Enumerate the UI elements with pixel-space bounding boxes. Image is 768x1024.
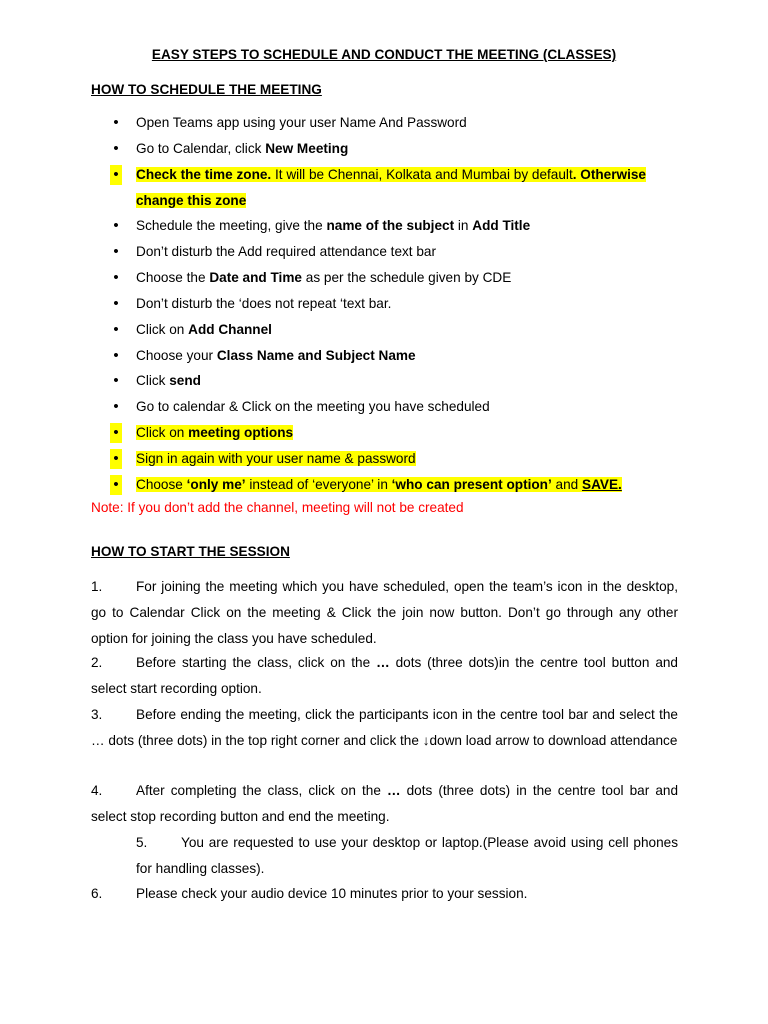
text-run: Before starting the class, click on the [136, 655, 377, 670]
list-item-content [136, 141, 348, 156]
list-item-text [136, 110, 681, 136]
numbered-paragraph [91, 778, 678, 830]
text-run: meeting options [188, 425, 294, 441]
text-run: Click on [136, 425, 189, 441]
list-item-text [136, 162, 681, 214]
text-run: It will be Chennai, Kolkata and Mumbai by default [271, 166, 573, 182]
list-item-content [136, 348, 416, 363]
paragraph-number: 5. [136, 835, 148, 850]
paragraph-number: 2. [91, 655, 103, 670]
bullet-icon: • [110, 423, 122, 443]
numbered-paragraph [91, 650, 678, 702]
channel-note: Note: If you don’t add the channel, meeting will not be created [91, 500, 464, 515]
text-run: Class Name and Subject Name [216, 347, 416, 363]
schedule-heading: HOW TO SCHEDULE THE MEETING [91, 82, 322, 97]
text-run: in [454, 218, 473, 234]
bullet-icon: • [113, 294, 119, 312]
text-run: Add Channel [188, 321, 272, 337]
text-run: dots (three dots)in the centre tool button and select start recording option. [91, 655, 678, 696]
schedule-steps-list [0, 113, 768, 501]
list-item-text [136, 291, 681, 317]
text-run: Don’t disturb the Add required attendance text bar [136, 244, 437, 260]
numbered-paragraph [91, 574, 678, 651]
bullet-icon: • [113, 217, 119, 235]
list-item-content [136, 477, 622, 492]
bullet-icon: • [110, 475, 122, 495]
text-run: Please check your audio device 10 minutes prior to your session. [136, 886, 528, 901]
text-run: You are requested to use your desktop or laptop.(Please avoid using cell phones for handling classes). [136, 835, 678, 876]
bullet-icon: • [113, 269, 119, 287]
text-run: Check the time zone. [136, 166, 272, 182]
text-run: instead of ‘everyone’ in [245, 476, 392, 492]
document-title: EASY STEPS TO SCHEDULE AND CONDUCT THE MEETING (CLASSES) [151, 47, 617, 62]
list-item-content [136, 322, 272, 337]
list-item-content [136, 270, 511, 285]
text-run: ‘who can present option’ [391, 476, 552, 492]
text-run: . Otherwise change this zone [136, 166, 646, 208]
text-run: … [386, 783, 401, 798]
paragraph-number: 1. [91, 579, 103, 594]
bullet-icon: • [113, 139, 119, 157]
list-item-text [136, 472, 681, 498]
paragraph-number: 3. [91, 707, 103, 722]
text-run: Add Title [472, 218, 531, 234]
bullet-icon: • [113, 243, 119, 261]
text-run: … [376, 655, 390, 670]
text-run: Choose the [136, 270, 210, 286]
text-run: and [551, 476, 583, 492]
text-run: New Meeting [265, 140, 349, 156]
numbered-paragraph [136, 830, 678, 882]
list-item-text [136, 317, 681, 343]
list-item-content [136, 167, 646, 208]
list-item-text [136, 343, 681, 369]
list-item-content [136, 244, 436, 259]
text-run: as per the schedule given by CDE [301, 270, 512, 286]
session-heading: HOW TO START THE SESSION [91, 544, 290, 559]
text-run: Date and Time [209, 270, 302, 286]
list-item-content [136, 115, 467, 130]
text-run: Sign in again with your user name & password [136, 450, 416, 466]
text-run: Choose your [136, 347, 217, 363]
list-item-content [136, 399, 490, 414]
text-run: ‘only me’ [186, 476, 246, 492]
list-item-content [136, 296, 391, 311]
numbered-paragraph [91, 881, 678, 907]
list-item-content [136, 425, 293, 440]
list-item-content [136, 218, 530, 233]
text-run: Go to Calendar, click [136, 140, 266, 156]
list-item-text [136, 446, 681, 472]
text-run: SAVE. [582, 476, 622, 492]
text-run: Schedule the meeting, give the [136, 218, 327, 234]
bullet-icon: • [113, 346, 119, 364]
text-run: Choose [136, 476, 187, 492]
text-run: After completing the class, click on the [136, 783, 387, 798]
bullet-icon: • [110, 449, 122, 469]
text-run: Before ending the meeting, click the participants icon in the centre tool bar and select the … dots (three dots) in the top right corner and click the ↓down load arrow to download attendance [91, 707, 678, 748]
list-item-text [136, 420, 681, 446]
list-item-text [136, 136, 681, 162]
bullet-icon: • [110, 165, 122, 185]
list-item-text [136, 368, 681, 394]
list-item-text [136, 265, 681, 291]
bullet-icon: • [113, 320, 119, 338]
list-item-content [136, 451, 416, 466]
text-run: Go to calendar & Click on the meeting you have scheduled [136, 399, 490, 415]
list-item-text [136, 213, 681, 239]
text-run: dots (three dots) in the centre tool bar and select stop recording button and end the meeting. [91, 783, 678, 824]
bullet-icon: • [113, 114, 119, 131]
list-item-text [136, 239, 681, 265]
text-run: Don’t disturb the ‘does not repeat ‘text bar. [136, 295, 392, 311]
numbered-paragraph [91, 702, 678, 754]
list-item [0, 475, 768, 501]
list-item-text [136, 394, 681, 420]
text-run: send [169, 373, 201, 389]
list-item-content [136, 373, 201, 388]
text-run: Open Teams app using your user Name And Password [136, 115, 467, 130]
text-run: Click [136, 373, 170, 389]
list-item [0, 165, 768, 217]
bullet-icon: • [113, 398, 119, 416]
bullet-icon: • [113, 372, 119, 390]
paragraph-number: 6. [91, 886, 103, 901]
text-run: name of the subject [326, 218, 455, 234]
paragraph-number: 4. [91, 783, 103, 798]
text-run: For joining the meeting which you have scheduled, open the team’s icon in the desktop, go to Calendar Click on the meeting & Click the join now button. Don’t go through any other option for joining the class you have scheduled. [91, 579, 678, 646]
text-run: Click on [136, 321, 189, 337]
